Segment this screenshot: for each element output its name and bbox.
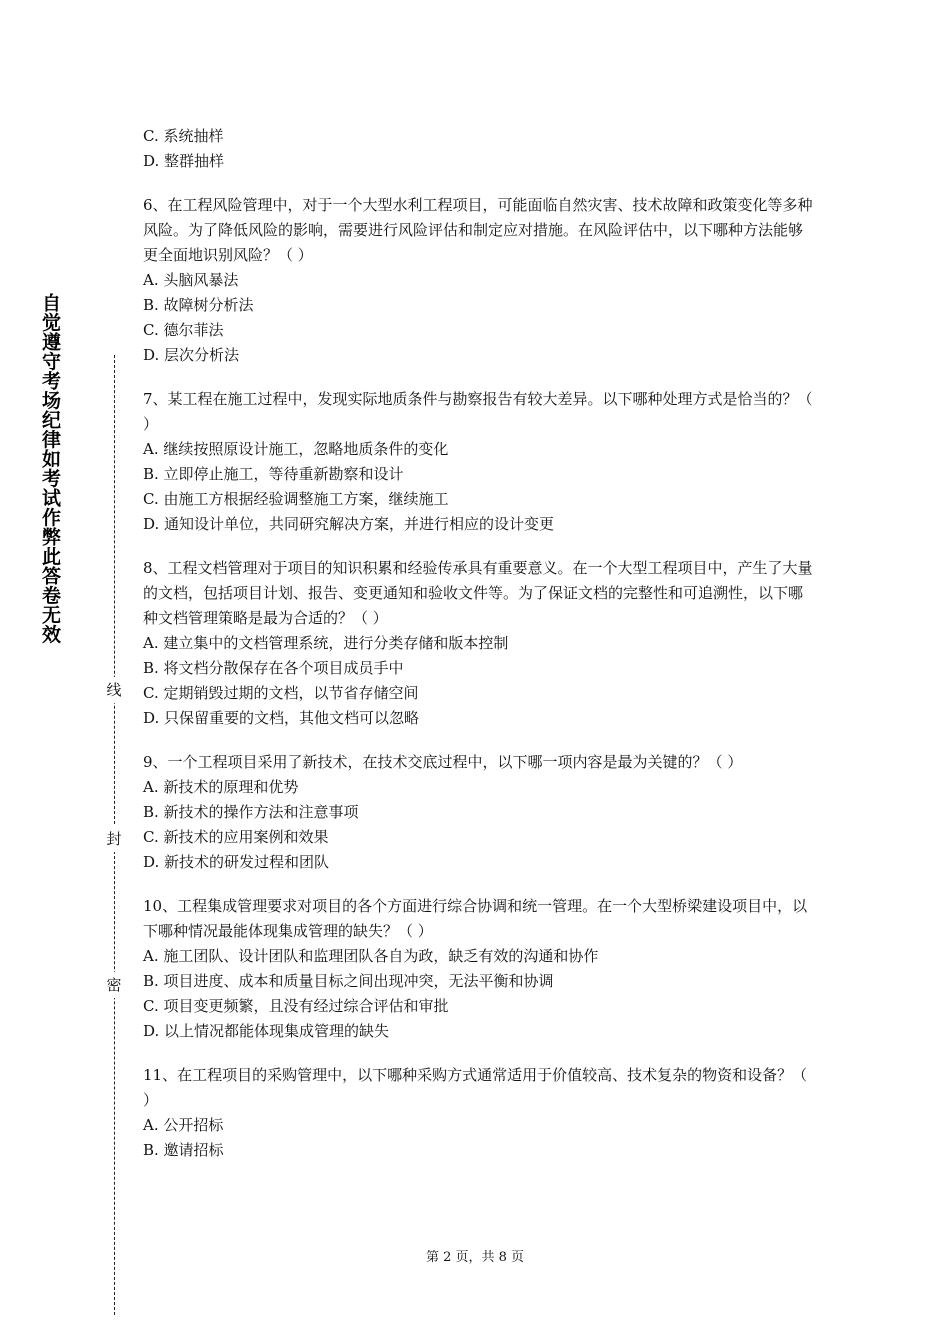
option: A. 头脑风暴法 [143, 271, 239, 289]
option: D. 新技术的研发过程和团队 [143, 853, 330, 871]
question-11 [143, 1063, 815, 1163]
option: C. 定期销毁过期的文档，以节省存储空间 [143, 684, 419, 702]
option: D. 只保留重要的文档，其他文档可以忽略 [143, 709, 420, 727]
option: C. 系统抽样 [143, 127, 224, 145]
option: A. 建立集中的文档管理系统，进行分类存储和版本控制 [143, 634, 509, 652]
page-number-footer: 第 2 页，共 8 页 [425, 1250, 525, 1265]
option: C. 项目变更频繁，且没有经过综合评估和审批 [143, 997, 449, 1015]
question-text: 10、工程集成管理要求对项目的各个方面进行综合协调和统一管理。在一个大型桥梁建设项目中，以下哪种情况最能体现集成管理的缺失？（ ） [143, 897, 808, 940]
option: D. 通知设计单位，共同研究解决方案，并进行相应的设计变更 [143, 515, 555, 533]
option: D. 层次分析法 [143, 346, 240, 364]
option: B. 故障树分析法 [143, 296, 254, 314]
binding-label-mi: 密 [105, 972, 123, 998]
option: A. 继续按照原设计施工，忽略地质条件的变化 [143, 440, 449, 458]
option: C. 德尔菲法 [143, 321, 224, 339]
binding-label-feng: 封 [105, 826, 123, 852]
question-text: 9、一个工程项目采用了新技术，在技术交底过程中，以下哪一项内容是最为关键的？（ ） [143, 753, 743, 771]
question-text: 8、工程文档管理对于项目的知识积累和经验传承具有重要意义。在一个大型工程项目中，产生了大量的文档，包括项目计划、报告、变更通知和验收文件等。为了保证文档的完整性和可追溯性，以下哪种文档管理策略是最为合适的？（ ） [143, 559, 813, 627]
option: B. 项目进度、成本和质量目标之间出现冲突，无法平衡和协调 [143, 972, 554, 990]
question-7 [143, 387, 815, 537]
option: A. 公开招标 [143, 1116, 224, 1134]
option: C. 新技术的应用案例和效果 [143, 828, 329, 846]
question-6 [143, 193, 815, 368]
exam-discipline-notice: 自觉遵守考场纪律如考试作弊此答卷无效 [39, 293, 61, 644]
option: A. 新技术的原理和优势 [143, 778, 299, 796]
question-list [143, 124, 815, 1163]
question-text: 11、在工程项目的采购管理中，以下哪种采购方式通常适用于价值较高、技术复杂的物资和设备？（ ） [143, 1066, 808, 1109]
option: C. 由施工方根据经验调整施工方案，继续施工 [143, 490, 449, 508]
option: B. 立即停止施工，等待重新勘察和设计 [143, 465, 404, 483]
option: D. 整群抽样 [143, 152, 225, 170]
option: B. 邀请招标 [143, 1141, 224, 1159]
question-text: 7、某工程在施工过程中，发现实际地质条件与勘察报告有较大差异。以下哪种处理方式是恰当的？（ ） [143, 390, 813, 433]
option: B. 将文档分散保存在各个项目成员手中 [143, 659, 404, 677]
option: B. 新技术的操作方法和注意事项 [143, 803, 359, 821]
question-text: 6、在工程风险管理中，对于一个大型水利工程项目，可能面临自然灾害、技术故障和政策变化等多种风险。为了降低风险的影响，需要进行风险评估和制定应对措施。在风险评估中，以下哪种方法能够更全面地识别风险？（ ） [143, 196, 813, 264]
option: A. 施工团队、设计团队和监理团队各自为政，缺乏有效的沟通和协作 [143, 947, 599, 965]
question-8 [143, 556, 815, 731]
continued-options [143, 124, 815, 174]
question-10 [143, 894, 815, 1044]
binding-label-xian: 线 [105, 677, 123, 703]
question-9 [143, 750, 815, 875]
option: D. 以上情况都能体现集成管理的缺失 [143, 1022, 390, 1040]
